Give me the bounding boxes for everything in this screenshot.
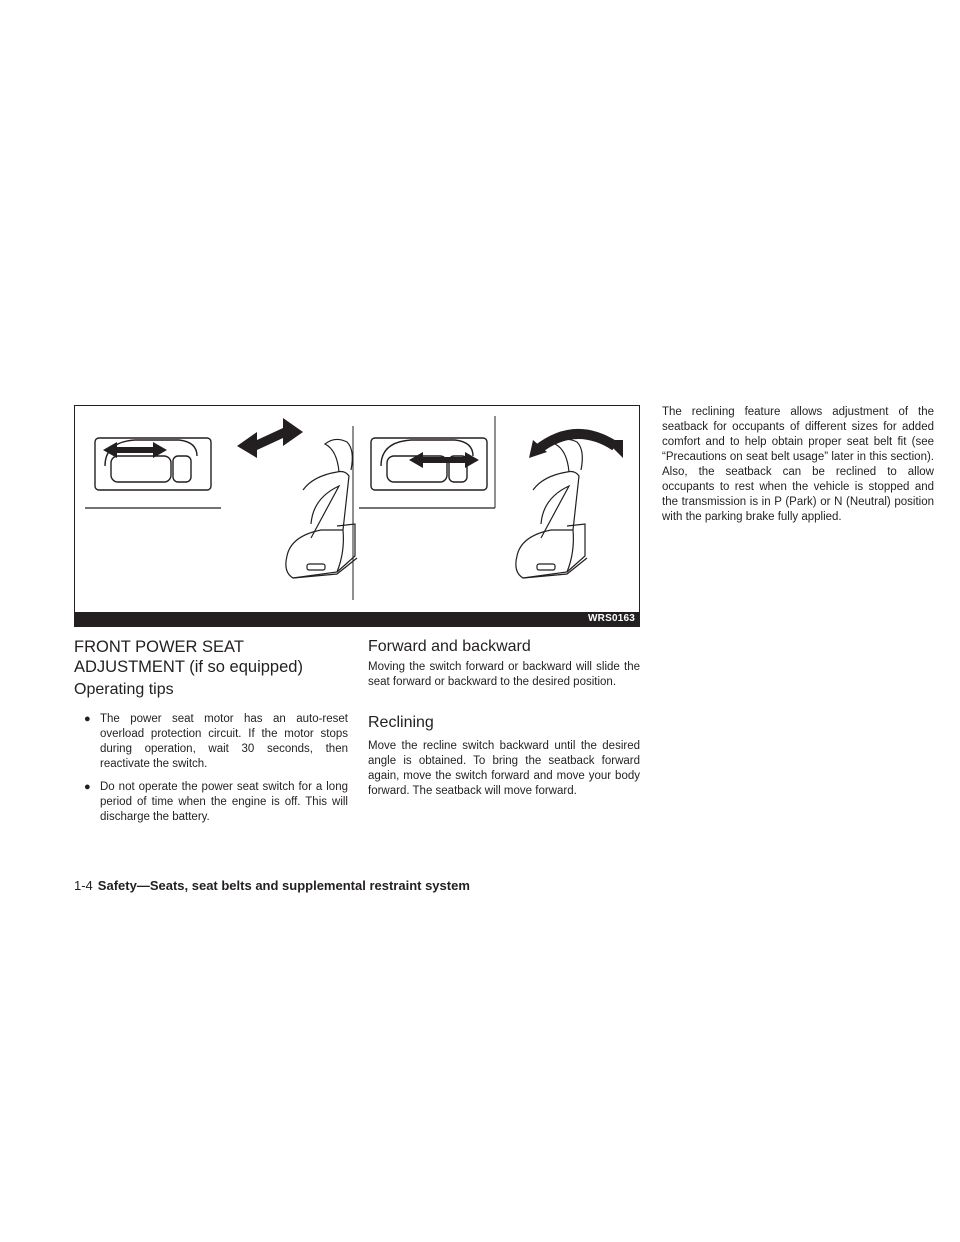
footer-section-title: Safety—Seats, seat belts and supplemental restraint system	[97, 878, 470, 893]
bullet-icon: ●	[84, 713, 91, 725]
list-item	[74, 780, 348, 825]
reclining-heading: Reclining	[368, 714, 434, 731]
seat-adjustment-figure	[74, 405, 640, 627]
tips-list	[74, 712, 348, 833]
list-item	[74, 712, 348, 772]
seat-outline-1	[286, 439, 357, 578]
reclining-text: Move the recline switch backward until the desired angle is obtained. To bring the seatback forward again, move the switch forward and move your body forward. The seatback will move forward.	[368, 740, 640, 797]
figure-caption-bar	[75, 612, 639, 626]
operating-tips-heading: Operating tips	[74, 681, 174, 698]
section-heading: FRONT POWER SEAT ADJUSTMENT (if so equipped)	[74, 638, 303, 676]
recline-curved-arrow-icon	[529, 434, 623, 458]
bullet-icon: ●	[84, 781, 91, 793]
figure-code: WRS0163	[588, 613, 635, 624]
forward-backward-heading: Forward and backward	[368, 638, 531, 655]
seat-illustration	[75, 406, 639, 612]
forward-backward-text: Moving the switch forward or backward will slide the seat forward or backward to the desired position.	[368, 661, 640, 688]
reclining-feature-text: The reclining feature allows adjustment of the seatback for occupants of different sizes for added comfort and to help obtain proper seat belt fit (see “Precautions on seat belt usage” later in this section). Also, the seatback can be reclined to allow occupants to rest when the vehicle is stopped and the transmission is in P (Park) or N (Neutral) position with the parking brake fully applied.	[662, 406, 934, 523]
recline-arrow-icon	[409, 452, 479, 468]
forward-backward-arrow-icon	[237, 418, 303, 458]
page-number: 1-4	[74, 878, 93, 893]
page-footer	[74, 878, 470, 894]
list-item-text: Do not operate the power seat switch for a long period of time when the engine is off. This will discharge the battery.	[100, 781, 348, 823]
list-item-text: The power seat motor has an auto-reset overload protection circuit. If the motor stops during operation, wait 30 seconds, then reactivate the switch.	[100, 713, 348, 770]
seat-outline-2	[516, 439, 587, 578]
